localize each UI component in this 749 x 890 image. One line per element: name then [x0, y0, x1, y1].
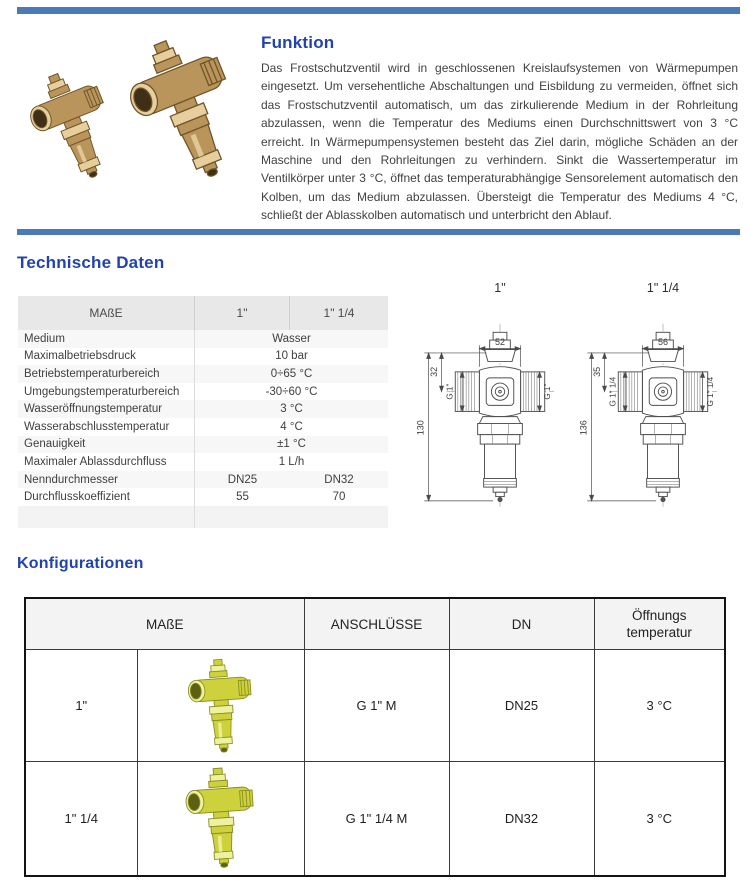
config-table-row	[25, 762, 725, 876]
dimension-drawing-svg	[414, 298, 589, 524]
tech-row-label: Maximaler Ablassdurchfluss	[18, 453, 195, 471]
svg-text:G 1" 1/4: G 1" 1/4	[608, 376, 618, 407]
svg-text:56: 56	[657, 337, 669, 348]
tech-table-rows	[18, 330, 388, 506]
technische-daten-title: Technische Daten	[17, 253, 165, 272]
tech-row-label: Umgebungstemperaturbereich	[18, 383, 195, 401]
tech-row-value-1-14in: 70	[332, 491, 346, 504]
config-cell-image	[137, 762, 304, 876]
config-header-row	[25, 598, 725, 650]
tech-row-label: Durchflusskoeffizient	[18, 488, 195, 506]
valve-illustration	[181, 657, 261, 755]
config-header-opening-line1: Öffnungs	[631, 608, 687, 623]
product-photo-illustration	[22, 34, 256, 216]
config-cell-size: 1" 1/4	[25, 762, 137, 876]
tech-table-row	[18, 365, 388, 383]
funktion-paragraph: Das Frostschutzventil wird in geschlossenen Kreislaufsystemen von Wärmepumpen eingesetzt. Um versehentliche Abschaltungen und Eisbildung zu vermeiden, öffnet sich das Frostschutzventil automatisch, um das zirkulierende Medium in der Rohrleitung abzulassen, wenn die Temperatur des Mediums einen Durchschnittswert von 3 °C erreicht. In Wärmepumpensystemen besteht das Ziel darin, mögliche Schäden an der Maschine und den Rohrleitungen zu verhindern. Sinkt die Wassertemperatur im Ventilkörper unter 3 °C, öffnet das temperaturabhängige Sensorelement automatisch den Kolben, um das Medium abzulassen. Übersteigt die Temperatur des Mediums 4 °C, schließt der Ablasskolben automatisch und unterbricht den Ablauf.	[261, 61, 738, 223]
config-table-row	[25, 650, 725, 762]
tech-header-cell-1-14in: 1" 1/4	[323, 306, 355, 320]
valve-illustration	[181, 765, 261, 871]
tech-row-label: Maximalbetriebsdruck	[18, 348, 195, 366]
tech-row-value-1-14in: DN32	[324, 473, 354, 486]
config-cell-connection: G 1" 1/4 M	[304, 762, 449, 876]
dimension-drawing-svg	[577, 298, 749, 524]
config-header-anschluesse: ANSCHLÜSSE	[304, 598, 449, 650]
tech-row-value: 3 °C	[280, 403, 303, 416]
drawing-title: 1"	[494, 281, 506, 295]
tech-table-row	[18, 383, 388, 401]
config-header-opening-line2: temperatur	[626, 625, 692, 640]
tech-row-value: 1 L/h	[278, 455, 305, 468]
svg-text:35: 35	[592, 366, 603, 377]
tech-table-row	[18, 400, 388, 418]
drawing-title: 1" 1/4	[646, 281, 680, 295]
tech-row-label: Betriebstemperaturbereich	[18, 365, 195, 383]
svg-text:130: 130	[415, 420, 426, 436]
tech-table-row	[18, 488, 388, 506]
config-cell-dn: DN32	[449, 762, 594, 876]
dimension-drawing-block	[577, 281, 749, 524]
tech-row-label: Wasserabschlusstemperatur	[18, 418, 195, 436]
tech-row-value: -30÷60 °C	[265, 385, 318, 398]
konfigurationen-title: Konfigurationen	[17, 555, 144, 572]
svg-text:52: 52	[494, 337, 506, 348]
tech-row-label: Genauigkeit	[18, 436, 195, 454]
dimension-drawing-block	[414, 281, 589, 524]
svg-text:32: 32	[429, 366, 440, 377]
tech-row-value: Wasser	[272, 332, 311, 345]
tech-table-row	[18, 453, 388, 471]
tech-row-value: 10 bar	[275, 350, 308, 363]
tech-header-cell-masse: MAßE	[18, 296, 195, 330]
config-cell-opening-temp: 3 °C	[594, 762, 725, 876]
tech-table-footer-strip	[18, 506, 388, 528]
tech-row-value: 0÷65 °C	[270, 367, 313, 380]
tech-table-row	[18, 436, 388, 454]
tech-header-cell-1in: 1"	[195, 296, 290, 330]
divider-bar-middle	[17, 229, 740, 235]
configurations-table	[24, 597, 726, 877]
tech-row-value: 4 °C	[280, 420, 303, 433]
tech-row-value-1in: DN25	[227, 473, 258, 486]
config-cell-dn: DN25	[449, 650, 594, 762]
config-header-masse: MAßE	[25, 598, 304, 650]
config-cell-image	[137, 650, 304, 762]
tech-row-label: Medium	[18, 330, 195, 348]
tech-table-row	[18, 330, 388, 348]
tech-table-row	[18, 348, 388, 366]
tech-row-label: Nenndurchmesser	[18, 471, 195, 489]
config-header-dn: DN	[449, 598, 594, 650]
funktion-title: Funktion	[261, 33, 335, 52]
config-cell-size: 1"	[25, 650, 137, 762]
config-cell-connection: G 1" M	[304, 650, 449, 762]
divider-bar-top	[17, 7, 740, 14]
tech-table-header	[18, 296, 388, 330]
svg-text:G 1": G 1"	[445, 383, 455, 400]
config-cell-opening-temp: 3 °C	[594, 650, 725, 762]
technical-data-table	[18, 296, 388, 528]
tech-table-row	[18, 418, 388, 436]
svg-text:G 1" 1/4: G 1" 1/4	[705, 376, 715, 407]
config-header-opening-temperature	[594, 598, 725, 650]
product-photo	[22, 34, 256, 216]
tech-row-value-1in: 55	[236, 491, 249, 504]
svg-text:136: 136	[578, 420, 589, 436]
tech-table-row	[18, 471, 388, 489]
svg-text:G 1": G 1"	[542, 383, 552, 400]
tech-row-value: ±1 °C	[277, 438, 306, 451]
tech-row-label: Wasseröffnungstemperatur	[18, 400, 195, 418]
